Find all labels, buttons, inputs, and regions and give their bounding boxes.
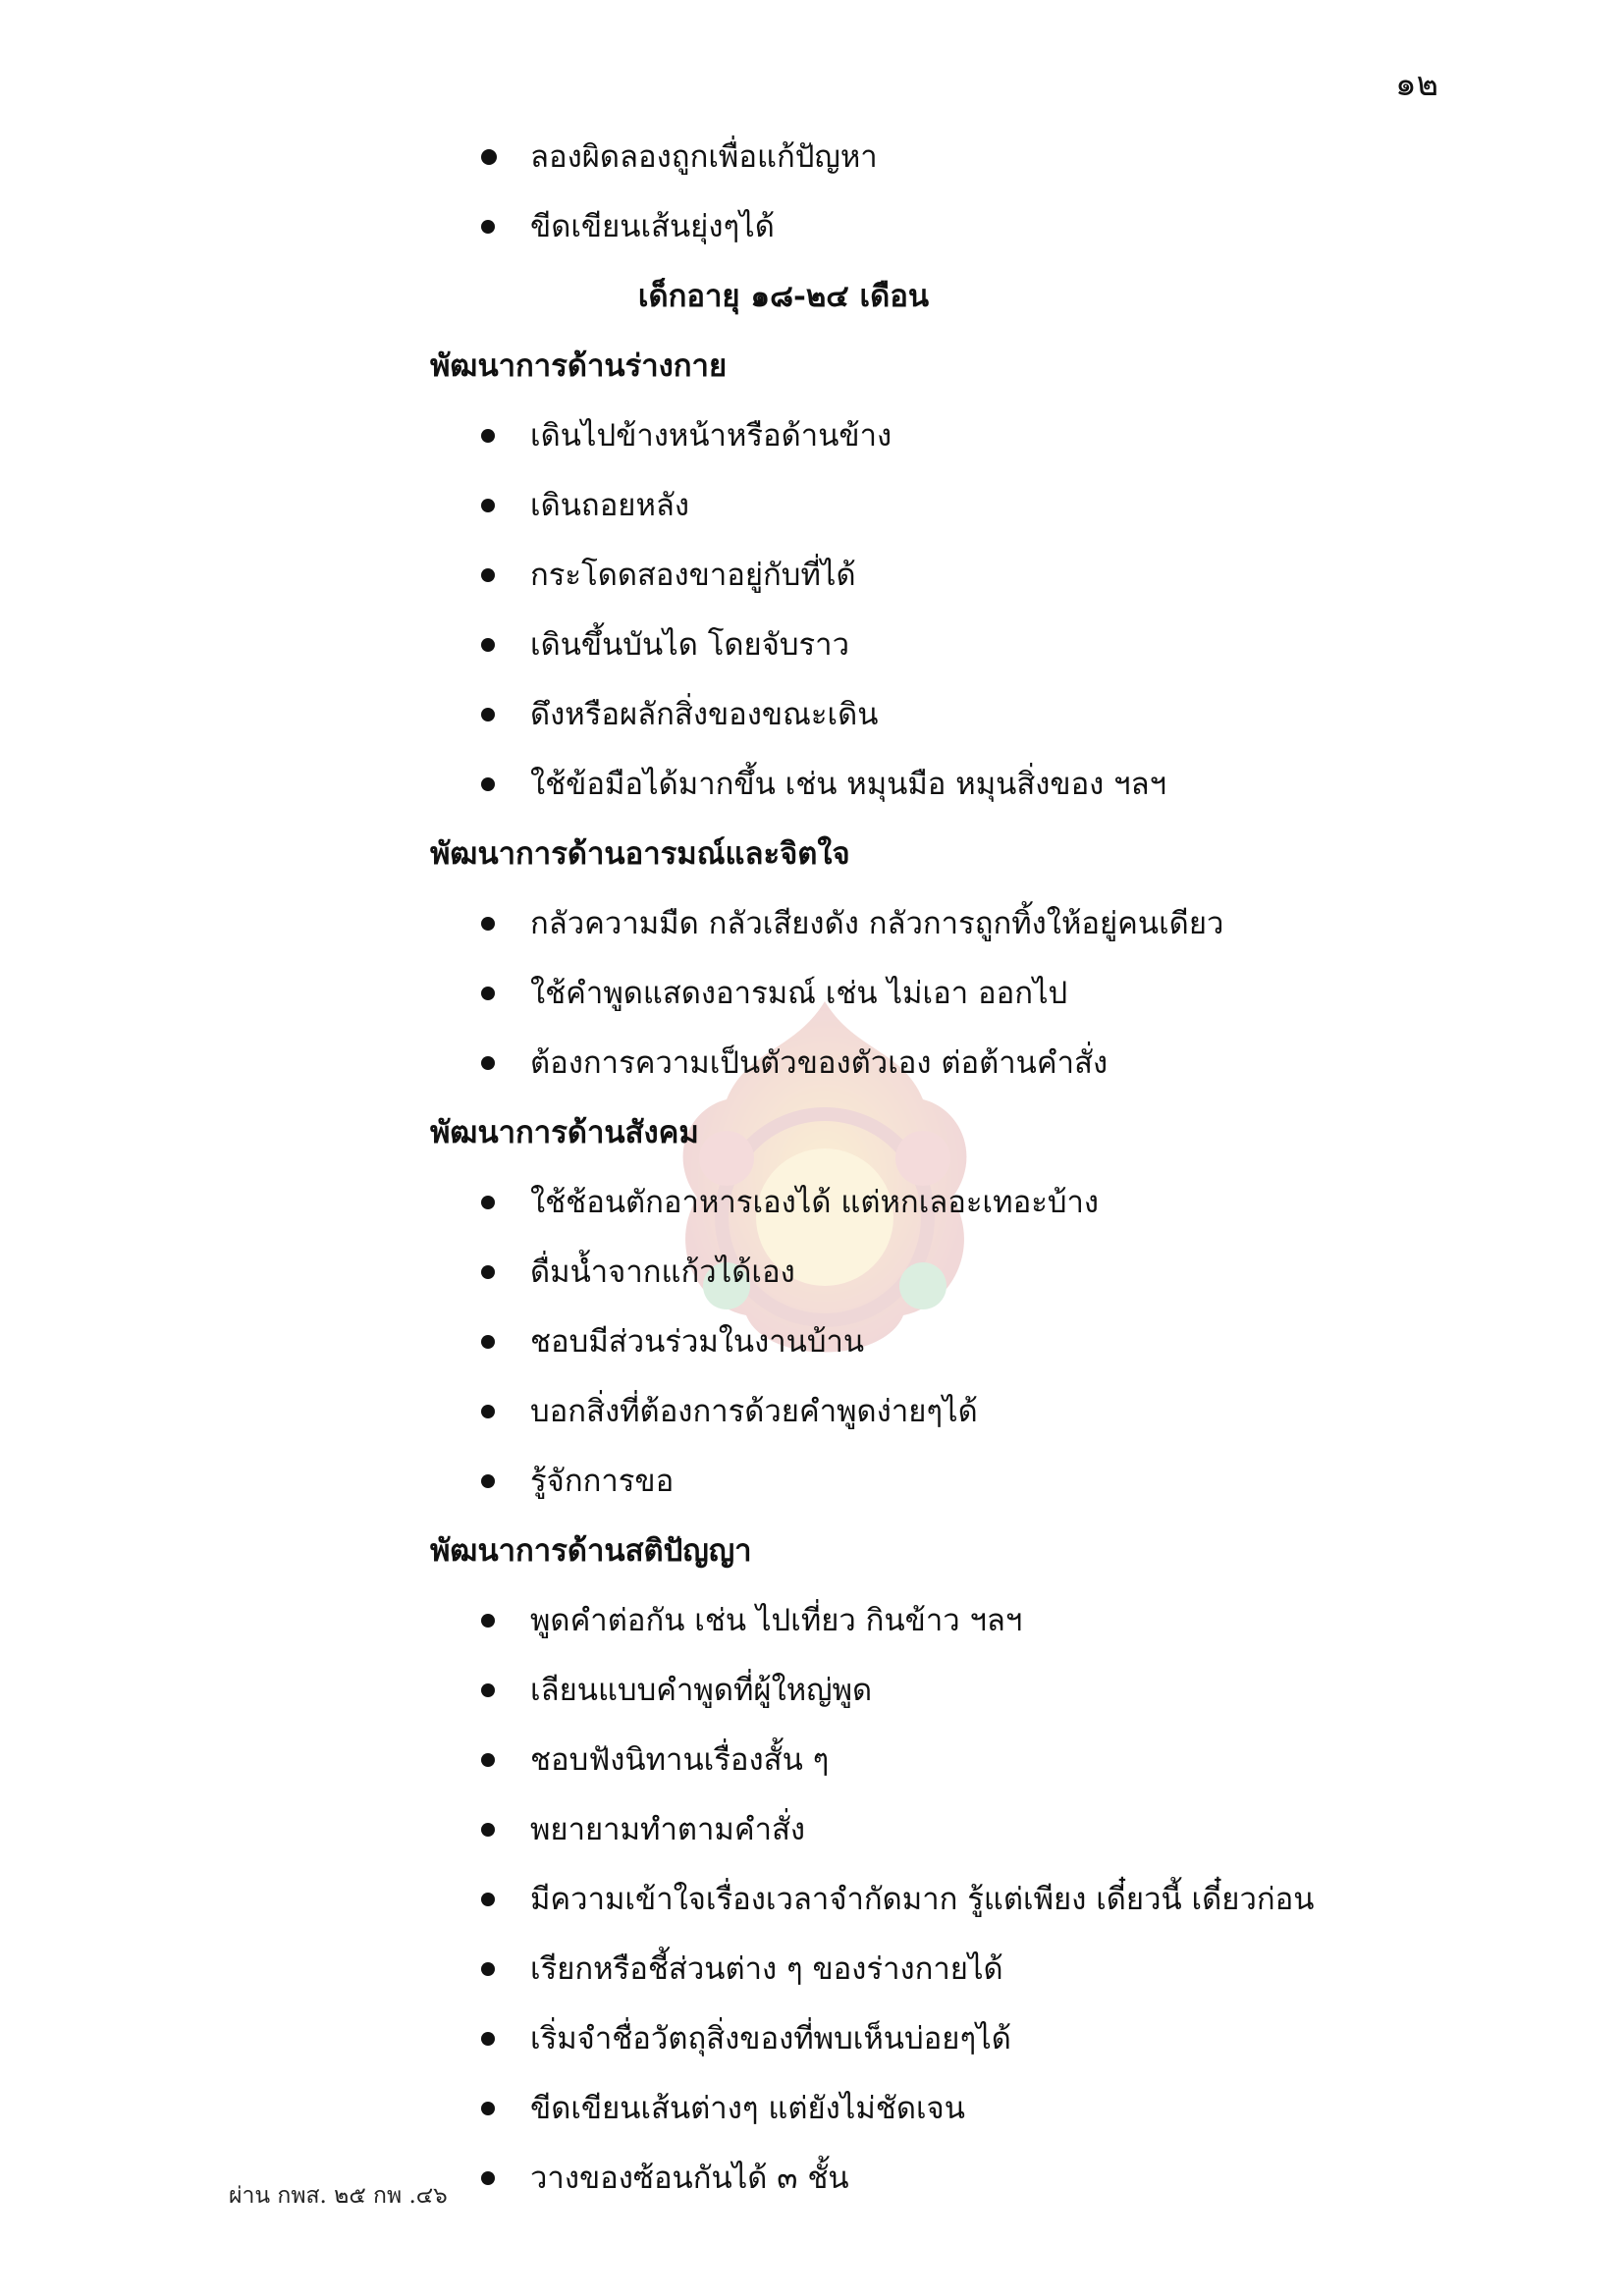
list-item: [430, 1447, 1432, 1517]
bullet-icon: [481, 708, 495, 721]
list-item: [430, 889, 1432, 959]
list-item-text: ขีดเขียนเส้นต่างๆ แต่ยังไม่ชัดเจน: [530, 2091, 965, 2126]
list-item: [430, 123, 1432, 192]
list-item-text: พูดคำต่อกัน เช่น ไปเที่ยว กินข้าว ฯลฯ: [530, 1603, 1023, 1638]
bullet-icon: [481, 2171, 495, 2185]
list-item: [430, 1935, 1432, 2004]
list-item-text: เดินถอยหลัง: [530, 488, 690, 523]
list-item-text: กระโดดสองขาอยู่กับที่ได้: [530, 558, 856, 593]
emotional-list: [430, 889, 1432, 1098]
list-item: [430, 959, 1432, 1029]
bullet-icon: [481, 1335, 495, 1349]
bullet-icon: [481, 1196, 495, 1209]
section-heading-social: พัฒนาการด้านสังคม: [430, 1115, 699, 1150]
list-item-text: ชอบมีส่วนร่วมในงานบ้าน: [530, 1324, 865, 1360]
bullet-icon: [481, 777, 495, 791]
bullet-icon: [481, 429, 495, 443]
bullet-icon: [481, 2102, 495, 2115]
list-item: [430, 541, 1432, 611]
list-item: [430, 1865, 1432, 1935]
list-item-text: ดึงหรือผลักสิ่งของขณะเดิน: [530, 697, 879, 732]
list-item-text: เดินขึ้นบันได โดยจับราว: [530, 627, 850, 663]
bullet-icon: [481, 1683, 495, 1697]
bullet-icon: [481, 917, 495, 931]
list-item: [430, 1586, 1432, 1656]
list-item: [430, 2074, 1432, 2144]
list-item-text: ต้องการความเป็นตัวของตัวเอง ต่อต้านคำสั่ง: [530, 1045, 1109, 1081]
bullet-icon: [481, 1614, 495, 1628]
list-item-text: พยายามทำตามคำสั่ง: [530, 1812, 806, 1847]
list-item: [430, 1308, 1432, 1377]
bullet-icon: [481, 149, 497, 165]
list-item-text: วางของซ้อนกันได้ ๓ ชั้น: [530, 2161, 849, 2196]
bullet-icon: [481, 1405, 495, 1418]
bullet-icon: [481, 1823, 495, 1837]
document-body: [430, 123, 1432, 2214]
approval-footnote: ผ่าน กพส. ๒๕ กพ .๔๖: [229, 2183, 448, 2209]
list-item-text: เริ่มจำชื่อวัตถุสิ่งของที่พบเห็นบ่อยๆได้: [530, 2021, 1011, 2056]
bullet-icon: [481, 220, 495, 234]
bullet-icon: [481, 987, 495, 1000]
list-item-text: รู้จักการขอ: [530, 1464, 675, 1499]
list-item: [430, 2004, 1432, 2074]
bullet-icon: [481, 2032, 495, 2046]
section-heading-physical: พัฒนาการด้านร่างกาย: [430, 348, 728, 384]
list-item: [430, 471, 1432, 541]
list-item: [430, 1656, 1432, 1726]
bullet-icon: [481, 1265, 495, 1279]
list-item: [430, 1238, 1432, 1308]
bullet-icon: [481, 1474, 495, 1488]
bullet-icon: [481, 638, 495, 652]
list-item-text: บอกสิ่งที่ต้องการด้วยคำพูดง่ายๆได้: [530, 1394, 978, 1429]
section-heading-emotional: พัฒนาการด้านอารมณ์และจิตใจ: [430, 836, 850, 872]
intro-list: [430, 123, 1432, 262]
physical-list: [430, 401, 1432, 820]
list-item: [430, 401, 1432, 471]
list-item: [430, 750, 1432, 820]
list-item-text: ลองผิดลองถูกเพื่อแก้ปัญหา: [530, 139, 878, 175]
list-item-text: เดินไปข้างหน้าหรือด้านข้าง: [530, 418, 893, 454]
page-number: ๑๒: [1395, 65, 1438, 104]
list-item: [430, 1795, 1432, 1865]
bullet-icon: [481, 1893, 495, 1906]
bullet-icon: [481, 1753, 495, 1767]
age-title: เด็กอายุ ๑๘-๒๔ เดือน: [637, 279, 930, 314]
list-item-text: มีความเข้าใจเรื่องเวลาจำกัดมาก รู้แต่เพียง เดี๋ยวนี้ เดี๋ยวก่อน: [530, 1882, 1315, 1917]
bullet-icon: [481, 1962, 495, 1976]
list-item: [430, 2144, 1432, 2214]
list-item: [430, 192, 1432, 262]
list-item: [430, 611, 1432, 680]
list-item-text: กลัวความมืด กลัวเสียงดัง กลัวการถูกทิ้งให้อยู่คนเดียว: [530, 906, 1224, 941]
list-item-text: ใช้คำพูดแสดงอารมณ์ เช่น ไม่เอา ออกไป: [530, 976, 1068, 1011]
list-item-text: ชอบฟังนิทานเรื่องสั้น ๆ: [530, 1742, 830, 1778]
list-item-text: ใช้ข้อมือได้มากขึ้น เช่น หมุนมือ หมุนสิ่งของ ฯลฯ: [530, 767, 1166, 802]
list-item: [430, 1168, 1432, 1238]
social-list: [430, 1168, 1432, 1517]
list-item-text: ดื่มน้ำจากแก้วได้เอง: [530, 1255, 795, 1290]
bullet-icon: [481, 568, 495, 582]
section-heading-intellectual: พัฒนาการด้านสติปัญญา: [430, 1533, 752, 1569]
list-item: [430, 680, 1432, 750]
bullet-icon: [481, 499, 495, 512]
list-item: [430, 1726, 1432, 1795]
list-item: [430, 1029, 1432, 1098]
list-item-text: ใช้ช้อนตักอาหารเองได้ แต่หกเลอะเทอะบ้าง: [530, 1185, 1100, 1220]
list-item-text: ขีดเขียนเส้นยุ่งๆได้: [530, 209, 775, 244]
list-item-text: เลียนแบบคำพูดที่ผู้ใหญ่พูด: [530, 1673, 873, 1708]
intellectual-list: [430, 1586, 1432, 2214]
bullet-icon: [481, 1056, 495, 1070]
list-item: [430, 1377, 1432, 1447]
list-item-text: เรียกหรือชี้ส่วนต่าง ๆ ของร่างกายได้: [530, 1951, 1003, 1987]
